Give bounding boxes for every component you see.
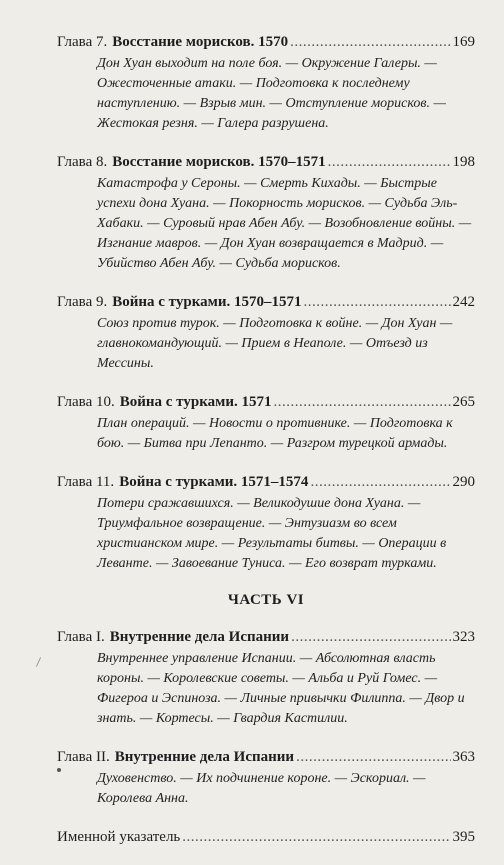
toc-heading [57,392,475,412]
chapter-summary: Катастрофа у Сероны. — Смерть Кихады. — Быстрые успехи дона Хуана. — Покорность морисков. — Судьба Эль-Хабаки. — Суровый нрав Абен Абу. — Возобновление войны. — Изгнание мавров. — Дон Хуан возвращается в Мадрид. — Убийство Абен Абу. — Судьба морисков. [97,176,472,271]
part-heading: ЧАСТЬ VI [227,592,305,608]
chapter-title: Война с турками. 1571 [119,394,272,410]
page-number: 169 [452,34,475,50]
pencil-mark [36,657,41,666]
toc-heading [57,32,475,52]
chapter-number: Глава 10. [57,394,115,410]
toc-heading [57,827,475,847]
chapter-title: Война с турками. 1571–1574 [119,474,309,490]
toc-entry-ch9 [57,292,475,374]
toc-entry-ch11 [57,472,475,574]
page-number: 265 [452,394,475,410]
dot-leader [303,292,450,312]
chapter-number: Глава I. [57,629,105,645]
page-number: 323 [452,629,475,645]
toc-entry-ch7 [57,32,475,134]
chapter-title: Восстание морисков. 1570–1571 [112,154,326,170]
chapter-number: Глава 9. [57,294,108,310]
chapter-number: Глава 11. [57,474,115,490]
chapter-number: Глава II. [57,749,110,765]
dot-leader [296,747,450,767]
chapter-title: Внутренние дела Испании [114,749,295,765]
ink-speck [57,768,61,772]
dot-leader [310,472,450,492]
toc-heading [57,627,475,647]
toc-heading [57,292,475,312]
page-number: 363 [452,749,475,765]
chapter-summary: Внутреннее управление Испании. — Абсолютная власть короны. — Королевские советы. — Альба и Руй Гомес. — Фигероа и Эспиноза. — Личные привычки Филиппа. — Двор и знать. — Кортесы. — Гвардия Кастилии. [97,651,465,726]
chapter-number: Глава 7. [57,34,108,50]
page-number: 242 [452,294,475,310]
page-number: 198 [452,154,475,170]
toc-entry-ch10 [57,392,475,454]
dot-leader [291,627,450,647]
chapter-title: Внутренние дела Испании [109,629,290,645]
dot-leader [328,152,451,172]
toc-entry-ch8 [57,152,475,274]
page-number: 290 [452,474,475,490]
chapter-summary: Потери сражавшихся. — Великодушие дона Хуана. — Триумфальное возвращение. — Энтузиазм во всем христианском мире. — Результаты битвы. — Операции в Леванте. — Завоевание Туниса. — Его возврат турками. [97,496,447,571]
dot-leader [273,392,450,412]
toc-heading [57,152,475,172]
toc-heading [57,472,475,492]
index-label: Именной указатель [57,829,181,845]
chapter-summary: Дон Хуан выходит на поле боя. — Окружение Галеры. — Ожесточенные атаки. — Подготовка к последнему наступлению. — Взрыв мин. — Отступление морисков. — Жестокая резня. — Галера разрушена. [97,56,446,131]
table-of-contents [57,32,475,865]
toc-heading [57,747,475,767]
toc-entry-part6-ch1 [57,627,475,729]
dot-leader [290,32,450,52]
dot-leader [182,827,450,847]
chapter-summary: Духовенство. — Их подчинение короне. — Эскориал. — Королева Анна. [97,771,426,806]
toc-entry-index [57,827,475,847]
chapter-summary: Союз против турок. — Подготовка к войне. — Дон Хуан — главнокомандующий. — Прием в Неаполе. — Отъезд из Мессины. [97,316,453,371]
chapter-summary: План операций. — Новости о противнике. — Подготовка к бою. — Битва при Лепанто. — Разгром турецкой армады. [97,416,453,451]
page-number: 395 [452,829,475,845]
chapter-number: Глава 8. [57,154,108,170]
chapter-title: Война с турками. 1570–1571 [112,294,302,310]
chapter-title: Восстание морисков. 1570 [112,34,289,50]
